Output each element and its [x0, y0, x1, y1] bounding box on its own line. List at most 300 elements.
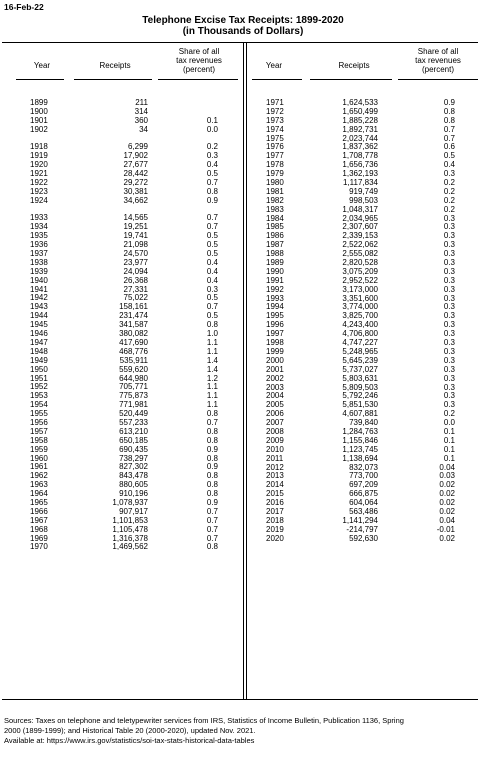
table-cell-year: 2003: [266, 382, 284, 392]
table-cell-receipts: 417,690: [119, 337, 148, 347]
table-cell-year: 1964: [30, 489, 48, 499]
table-cell-share: 0.8: [206, 186, 218, 196]
table-cell-year: 1933: [30, 213, 48, 223]
table-cell-share: 0.3: [206, 151, 218, 161]
table-cell-year: 1944: [30, 311, 48, 321]
table-cell-share: 0.3: [443, 364, 455, 374]
table-cell-year: 1961: [30, 462, 48, 472]
table-cell-year: 1979: [266, 169, 284, 179]
table-cell-receipts: 1,141,294: [342, 515, 378, 525]
table-cell-share: 1.1: [206, 391, 218, 401]
table-cell-share: 0.5: [206, 169, 218, 179]
table-cell-year: 1973: [266, 115, 284, 125]
table-cell-share: 0.04: [439, 462, 455, 472]
table-cell-receipts: 1,469,562: [112, 542, 148, 552]
table-cell-receipts: 919,749: [349, 186, 378, 196]
header-share-line3: (percent): [182, 65, 215, 74]
table-cell-year: 1956: [30, 417, 48, 427]
table-cell-receipts: 1,656,736: [342, 160, 378, 170]
table-cell-year: 1901: [30, 115, 48, 125]
table-cell-year: 1948: [30, 346, 48, 356]
table-cell-share: 0.8: [443, 115, 455, 125]
right-receipts-column: [310, 99, 378, 544]
table-cell-year: 1947: [30, 337, 48, 347]
table-cell-receipts: 644,980: [119, 373, 148, 383]
table-cell-year: 1942: [30, 293, 48, 303]
table-cell-receipts: 1,117,834: [343, 178, 378, 188]
table-cell-receipts: 1,837,362: [342, 142, 378, 152]
table-cell-receipts: 738,297: [119, 453, 148, 463]
table-cell-year: 1982: [266, 195, 284, 205]
table-cell-receipts: 6,299: [127, 142, 148, 152]
table-cell-share: 0.3: [443, 373, 455, 383]
table-cell-year: 1924: [30, 195, 48, 205]
table-cell-share: 0.3: [443, 391, 455, 401]
table-cell-share: 0.04: [439, 515, 455, 525]
header-share-left: [158, 47, 240, 74]
table-cell-year: 1951: [30, 373, 48, 383]
table-cell-year: 1971: [266, 98, 284, 107]
sources-line: Sources: Taxes on telephone and teletypewriter services from IRS, Statistics of Income Bulletin, Publication 1136, Spring: [4, 716, 404, 725]
bottom-rule: [2, 699, 478, 700]
table-cell-share: 0.3: [443, 320, 455, 330]
header-share-right: [396, 47, 480, 74]
table-cell-year: 2017: [266, 506, 284, 516]
table-cell-receipts: 2,522,062: [342, 240, 378, 250]
table-cell-year: 1993: [266, 293, 284, 303]
table-cell-year: 1967: [30, 515, 48, 525]
table-cell-receipts: 2,820,528: [342, 258, 378, 268]
table-cell-share: 1.4: [206, 364, 218, 374]
table-cell-year: 2001: [266, 364, 284, 374]
table-cell-share: 1.1: [206, 346, 218, 356]
table-cell-receipts: 613,210: [119, 426, 148, 436]
table-cell-year: 1945: [30, 320, 48, 330]
table-cell-share: 0.3: [443, 266, 455, 276]
table-cell-year: 1968: [30, 524, 48, 534]
header-share-line1: Share of all: [178, 47, 220, 56]
table-cell-receipts: 1,123,745: [342, 444, 378, 454]
table-cell-receipts: 380,082: [119, 329, 148, 339]
table-cell-year: 1900: [30, 106, 48, 116]
table-cell-receipts: 1,316,378: [112, 533, 148, 543]
table-cell-receipts: 557,233: [119, 417, 148, 427]
table-cell-share: 0.7: [206, 524, 218, 534]
table-cell-share: 0.7: [206, 213, 218, 223]
table-cell-year: 2008: [266, 426, 284, 436]
table-cell-share: 0.5: [206, 231, 218, 241]
table-cell-year: 1996: [266, 320, 284, 330]
table-cell-year: 1963: [30, 480, 48, 490]
table-cell-year: 1954: [30, 400, 48, 410]
table-cell-receipts: 773,700: [349, 471, 378, 481]
table-subtitle: (in Thousands of Dollars): [182, 26, 304, 37]
table-cell-receipts: 1,284,763: [342, 426, 378, 436]
table-cell-year: 1998: [266, 338, 284, 348]
sources-line: 2000 (1899-1999); and Historical Table 20 (2000-2020), updated Nov. 2021.: [4, 726, 256, 735]
table-cell-year: 1957: [30, 426, 48, 436]
table-cell-receipts: 1,138,694: [342, 453, 378, 463]
table-cell-year: 1918: [30, 142, 48, 152]
table-cell-receipts: 5,248,965: [342, 346, 378, 356]
table-cell-year: 1980: [266, 178, 284, 188]
table-cell-share: 0.7: [206, 506, 218, 516]
table-cell-receipts: 24,570: [123, 249, 148, 259]
table-cell-receipts: 1,892,731: [342, 124, 378, 134]
table-cell-receipts: 4,607,881: [342, 409, 378, 419]
table-cell-share: 0.8: [206, 426, 218, 436]
table-cell-receipts: 1,624,533: [342, 98, 378, 107]
table-cell-share: 0.8: [206, 542, 218, 552]
table-cell-year: 1969: [30, 533, 48, 543]
table-cell-share: 0.3: [443, 249, 455, 259]
table-cell-year: 1955: [30, 409, 48, 419]
table-cell-receipts: 998,503: [349, 195, 378, 205]
table-cell-receipts: 26,368: [123, 275, 148, 285]
table-cell-year: 1995: [266, 311, 284, 321]
table-cell-year: 1938: [30, 257, 48, 267]
table-cell-share: 0.2: [443, 409, 455, 419]
header-year-left: Year: [33, 61, 51, 70]
table-cell-year: 2012: [266, 462, 284, 472]
table-cell-receipts: 4,706,800: [342, 329, 378, 339]
table-cell-share: 1.1: [206, 400, 218, 410]
table-cell-receipts: 604,064: [349, 498, 378, 508]
table-cell-receipts: 666,875: [349, 489, 378, 499]
table-cell-receipts: 690,435: [119, 444, 148, 454]
table-cell-share: 0.3: [443, 240, 455, 250]
table-cell-year: 1952: [30, 382, 48, 392]
table-cell-year: 1974: [266, 124, 284, 134]
table-cell-year: 1958: [30, 435, 48, 445]
table-cell-share: 0.7: [206, 222, 218, 232]
table-cell-year: 1989: [266, 258, 284, 268]
table-cell-share: 0.02: [439, 498, 455, 508]
table-cell-share: 0.02: [439, 533, 455, 543]
table-cell-receipts: 1,362,193: [342, 169, 378, 179]
table-title: Telephone Excise Tax Receipts: 1899-2020: [142, 15, 344, 26]
table-cell-share: 0.3: [443, 293, 455, 303]
table-cell-receipts: 3,173,000: [342, 284, 378, 294]
table-cell-year: 1922: [30, 177, 48, 187]
table-cell-receipts: 14,565: [123, 213, 148, 223]
table-cell-receipts: 1,105,478: [112, 524, 148, 534]
table-cell-share: 0.3: [206, 284, 218, 294]
table-cell-share: 0.1: [443, 444, 455, 454]
table-cell-receipts: 34: [139, 124, 148, 134]
table-cell-share: 0.0: [443, 418, 455, 428]
table-cell-share: 0.4: [206, 266, 218, 276]
table-cell-year: 1920: [30, 160, 48, 170]
table-cell-share: 0.3: [443, 338, 455, 348]
table-cell-receipts: 2,023,744: [342, 133, 378, 143]
table-cell-receipts: 827,302: [119, 462, 148, 472]
left-receipts-column: [70, 90, 148, 552]
header-underline: [74, 79, 152, 80]
table-cell-share: 0.3: [443, 222, 455, 232]
table-cell-receipts: 843,478: [119, 471, 148, 481]
table-cell-share: 0.8: [206, 409, 218, 419]
table-cell-receipts: 739,840: [349, 418, 378, 428]
table-cell-receipts: 771,981: [119, 400, 148, 410]
table-cell-year: 2010: [266, 444, 284, 454]
table-cell-receipts: 705,771: [119, 382, 148, 392]
table-cell-share: 0.9: [206, 444, 218, 454]
table-cell-year: 1965: [30, 497, 48, 507]
table-cell-receipts: 17,902: [123, 151, 148, 161]
table-cell-share: 0.2: [206, 142, 218, 152]
table-cell-receipts: -214,797: [346, 524, 378, 534]
table-cell-year: 1987: [266, 240, 284, 250]
table-cell-year: 1991: [266, 275, 284, 285]
table-cell-receipts: 697,209: [349, 480, 378, 490]
table-cell-year: 1966: [30, 506, 48, 516]
table-cell-receipts: 2,034,965: [342, 213, 378, 223]
table-cell-year: 1977: [266, 151, 284, 161]
table-cell-receipts: 21,098: [123, 240, 148, 250]
table-cell-receipts: 3,774,000: [342, 302, 378, 312]
table-cell-receipts: 4,747,227: [342, 338, 378, 348]
table-cell-receipts: 75,022: [123, 293, 148, 303]
table-cell-share: 0.3: [443, 275, 455, 285]
table-cell-receipts: 231,474: [119, 311, 148, 321]
table-cell-share: 0.03: [439, 471, 455, 481]
table-cell-receipts: 775,873: [119, 391, 148, 401]
table-cell-year: 1936: [30, 240, 48, 250]
table-cell-receipts: 520,449: [119, 409, 148, 419]
table-cell-receipts: 5,809,503: [342, 382, 378, 392]
table-cell-year: 2009: [266, 435, 284, 445]
table-cell-receipts: 592,630: [349, 533, 378, 543]
right-share-column: [410, 99, 455, 544]
table-cell-share: 0.9: [206, 497, 218, 507]
header-receipts-right: Receipts: [338, 61, 370, 70]
table-cell-share: 0.4: [206, 257, 218, 267]
table-cell-share: 0.3: [443, 382, 455, 392]
table-cell-receipts: 1,155,846: [342, 435, 378, 445]
table-cell-year: 1985: [266, 222, 284, 232]
table-cell-receipts: 3,351,600: [342, 293, 378, 303]
header-underline: [310, 79, 392, 80]
table-cell-receipts: 34,662: [123, 195, 148, 205]
table-cell-year: 1921: [30, 169, 48, 179]
table-cell-year: 1940: [30, 275, 48, 285]
table-cell-year: 2019: [266, 524, 284, 534]
table-cell-year: 2005: [266, 400, 284, 410]
table-cell-year: 1992: [266, 284, 284, 294]
table-cell-year: 1953: [30, 391, 48, 401]
table-cell-share: 0.8: [206, 471, 218, 481]
table-cell-year: 1919: [30, 151, 48, 161]
table-cell-year: 1946: [30, 329, 48, 339]
table-cell-year: 1937: [30, 249, 48, 259]
table-cell-share: 0.0: [206, 124, 218, 134]
table-cell-share: 0.1: [443, 426, 455, 436]
table-cell-receipts: 360: [134, 115, 148, 125]
table-cell-receipts: 5,803,631: [342, 373, 378, 383]
table-cell-share: 1.4: [206, 355, 218, 365]
table-cell-year: 1949: [30, 355, 48, 365]
table-cell-receipts: 30,381: [123, 186, 148, 196]
table-cell-share: 0.5: [443, 151, 455, 161]
table-cell-year: 2020: [266, 533, 284, 543]
table-cell-share: 0.3: [443, 213, 455, 223]
table-cell-year: 1970: [30, 542, 48, 552]
header-share-line3: (percent): [421, 65, 454, 74]
sources-note: [4, 716, 480, 746]
table-cell-year: 1975: [266, 133, 284, 143]
left-share-column: [168, 90, 218, 552]
table-cell-receipts: 1,650,499: [342, 106, 378, 116]
table-cell-share: 0.8: [206, 320, 218, 330]
table-cell-receipts: 28,442: [123, 169, 148, 179]
table-cell-year: 1941: [30, 284, 48, 294]
table-cell-year: 1960: [30, 453, 48, 463]
table-cell-year: 1950: [30, 364, 48, 374]
right-year-column: [266, 99, 306, 544]
table-cell-year: 1997: [266, 329, 284, 339]
header-underline: [158, 79, 238, 80]
table-cell-share: 1.0: [206, 329, 218, 339]
table-cell-share: 1.1: [206, 382, 218, 392]
table-cell-year: 1986: [266, 231, 284, 241]
table-cell-receipts: 468,776: [119, 346, 148, 356]
table-cell-year: 2007: [266, 418, 284, 428]
table-cell-share: 0.5: [206, 311, 218, 321]
table-cell-year: 2016: [266, 498, 284, 508]
table-cell-receipts: 341,587: [119, 320, 148, 330]
left-year-column: [30, 90, 70, 552]
table-cell-share: 0.3: [443, 169, 455, 179]
table-cell-share: 0.3: [443, 355, 455, 365]
table-cell-receipts: 2,555,082: [342, 249, 378, 259]
table-cell-share: 0.9: [206, 195, 218, 205]
table-cell-year: 2002: [266, 373, 284, 383]
header-underline: [398, 79, 478, 80]
table-cell-receipts: 1,101,853: [112, 515, 148, 525]
header-underline: [252, 79, 302, 80]
table-cell-receipts: 2,307,607: [342, 222, 378, 232]
table-cell-receipts: 832,073: [349, 462, 378, 472]
table-cell-receipts: 314: [134, 106, 148, 116]
table-cell-share: 0.2: [443, 186, 455, 196]
table-cell-receipts: 5,851,530: [342, 400, 378, 410]
table-cell-share: 0.4: [443, 160, 455, 170]
table-cell-share: 0.2: [443, 178, 455, 188]
table-cell-year: 1983: [266, 204, 284, 214]
table-cell-share: 0.4: [206, 275, 218, 285]
table-cell-year: 1999: [266, 346, 284, 356]
table-cell-receipts: 158,161: [119, 302, 148, 312]
table-cell-year: 1935: [30, 231, 48, 241]
table-cell-share: 0.2: [443, 204, 455, 214]
table-cell-receipts: 27,331: [123, 284, 148, 294]
table-cell-share: 0.3: [443, 284, 455, 294]
table-cell-receipts: 211: [135, 97, 148, 107]
table-cell-year: 1994: [266, 302, 284, 312]
table-cell-year: 1923: [30, 186, 48, 196]
table-cell-receipts: 19,251: [123, 222, 148, 232]
table-cell-receipts: 559,620: [119, 364, 148, 374]
report-date: 16-Feb-22: [4, 2, 44, 12]
table-cell-year: 1978: [266, 160, 284, 170]
table-cell-share: 0.02: [439, 506, 455, 516]
table-cell-year: 2000: [266, 355, 284, 365]
table-cell-share: 0.1: [443, 453, 455, 463]
table-cell-share: 1.2: [206, 373, 218, 383]
table-cell-share: 0.1: [443, 435, 455, 445]
table-cell-receipts: 907,917: [119, 506, 148, 516]
table-cell-receipts: 4,243,400: [342, 320, 378, 330]
table-cell-receipts: 650,185: [119, 435, 148, 445]
table-cell-year: 1990: [266, 266, 284, 276]
table-cell-year: 2014: [266, 480, 284, 490]
center-divider-right: [246, 42, 247, 699]
table-cell-receipts: 27,677: [123, 160, 148, 170]
table-cell-year: 1981: [266, 186, 284, 196]
table-cell-share: 1.1: [206, 337, 218, 347]
table-cell-year: 2015: [266, 489, 284, 499]
header-underline: [16, 79, 64, 80]
table-cell-receipts: 1,708,778: [342, 151, 378, 161]
table-cell-receipts: 24,094: [123, 266, 148, 276]
table-cell-share: 0.3: [443, 346, 455, 356]
table-cell-share: 0.8: [206, 489, 218, 499]
table-cell-share: 0.7: [206, 302, 218, 312]
table-cell-share: 0.02: [439, 489, 455, 499]
table-cell-year: 2011: [266, 453, 284, 463]
table-cell-receipts: 535,911: [119, 355, 148, 365]
table-cell-share: 0.7: [206, 417, 218, 427]
table-cell-share: 0.7: [206, 177, 218, 187]
table-cell-year: 1902: [30, 124, 48, 134]
table-cell-year: 1962: [30, 471, 48, 481]
table-cell-share: -0.01: [436, 524, 455, 534]
table-cell-year: 2006: [266, 409, 284, 419]
table-cell-share: [168, 90, 218, 99]
table-cell-year: 1959: [30, 444, 48, 454]
table-cell-share: 0.7: [443, 133, 455, 143]
table-cell-share: 0.3: [443, 258, 455, 268]
header-year-right: Year: [265, 61, 283, 70]
table-cell-receipts: 5,645,239: [342, 355, 378, 365]
table-cell-share: 0.3: [443, 231, 455, 241]
table-cell-year: 1988: [266, 249, 284, 259]
table-cell-year: 2004: [266, 391, 284, 401]
table-cell-share: 0.3: [443, 311, 455, 321]
table-cell-share: 0.8: [443, 106, 455, 116]
table-cell-share: 0.3: [443, 400, 455, 410]
center-divider-left: [243, 42, 244, 699]
table-cell-receipts: 19,741: [123, 231, 148, 241]
table-cell-share: 0.7: [206, 515, 218, 525]
header-share-line1: Share of all: [417, 47, 459, 56]
table-cell-share: 0.1: [206, 115, 218, 125]
table-cell-year: 1939: [30, 266, 48, 276]
table-cell-receipts: 2,952,522: [342, 275, 378, 285]
table-cell-year: 2018: [266, 515, 284, 525]
table-cell-year: 1984: [266, 213, 284, 223]
table-cell-year: 1899: [30, 97, 48, 107]
table-cell-share: 0.5: [206, 240, 218, 250]
sources-link[interactable]: Available at: https://www.irs.gov/statistics/soi-tax-stats-historical-data-tables: [4, 736, 255, 745]
table-cell-receipts: 29,272: [123, 177, 148, 187]
table-cell-share: 0.3: [443, 329, 455, 339]
top-rule: [2, 42, 478, 43]
table-cell-receipts: 2,339,153: [342, 231, 378, 241]
table-cell-year: 1972: [266, 106, 284, 116]
table-cell-year: 2013: [266, 471, 284, 481]
